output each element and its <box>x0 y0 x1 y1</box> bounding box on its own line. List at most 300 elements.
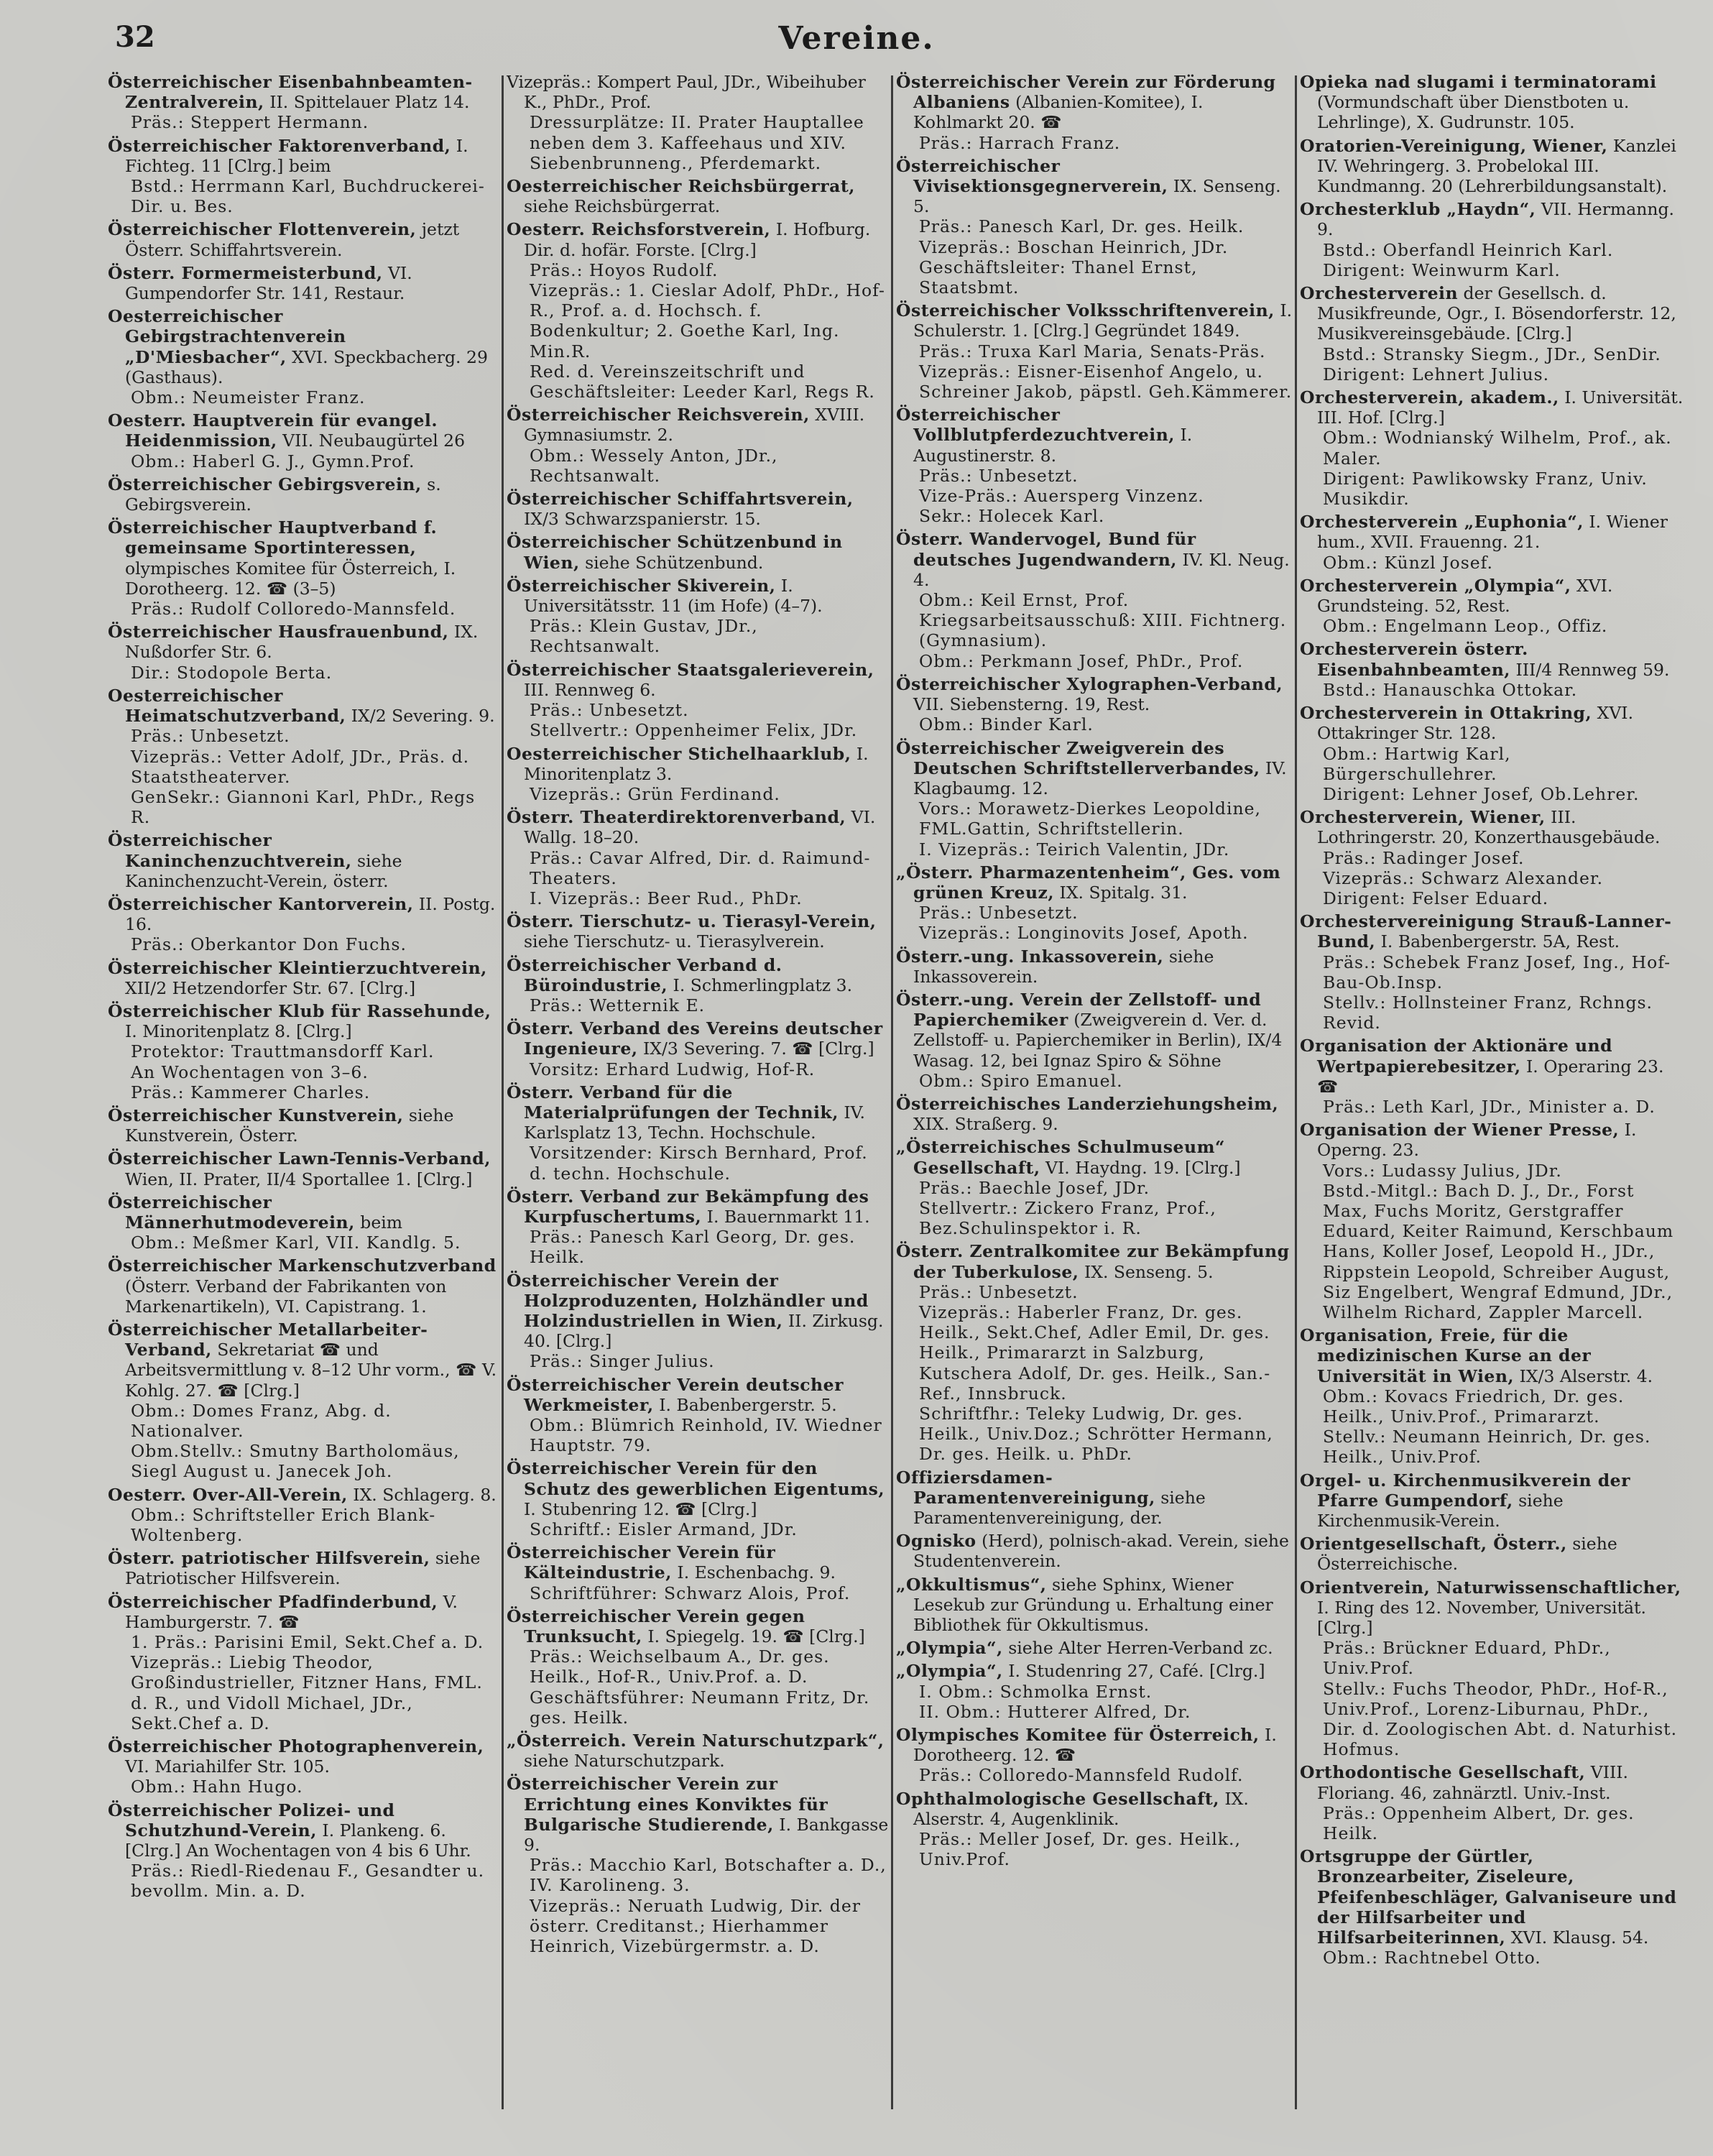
entry-officer-line: 1. Präs.: Parisini Emil, Sekt.Chef a. D. <box>131 1632 484 1653</box>
entry-officer-line: Obm.: Perkmann Josef, PhDr., Prof. <box>919 650 1244 671</box>
entry-name: Oesterr. Over-All-Verein, <box>108 1484 348 1505</box>
directory-entry <box>896 1789 1293 1870</box>
entry-address: siehe Paramentenvereinigung, der. <box>913 1487 1206 1529</box>
directory-entry <box>1300 1577 1684 1760</box>
entry-address: (Vormundschaft über Dienstboten u. Lehrlinge), X. Gudrunstr. 105. <box>1317 92 1630 133</box>
entry-address: XVI. Speckbacherg. 29 (Gasthaus). <box>125 346 488 387</box>
entry-officer-line: Bstd.: Herrmann Karl, Buchdruckerei-Dir. u. Bes. <box>131 176 485 217</box>
entry-name: Österreichischer Vollblutpferdezuchtverein, <box>896 405 1175 446</box>
directory-entry <box>507 1542 889 1603</box>
entry-name: Österr. Verband des Vereins deutscher Ingenieure, <box>507 1018 883 1059</box>
directory-entry <box>1300 639 1684 700</box>
directory-entry <box>1300 1534 1684 1574</box>
column-4 <box>1300 72 1684 2127</box>
entry-officer-line: Obm.: Meßmer Karl, VII. Kandlg. 5. <box>131 1233 461 1253</box>
directory-entry <box>1300 1120 1684 1322</box>
entry-name: Österreichischer Markenschutzverband <box>108 1256 497 1276</box>
entry-officer-line: Vors.: Ludassy Julius, JDr. <box>1323 1160 1562 1181</box>
entry-address: siehe Patriotischer Hilfsverein. <box>125 1548 481 1589</box>
entry-address: IV. Kl. Neug. 4. <box>913 549 1290 590</box>
entry-officer-line: Obm.: Neumeister Franz. <box>131 387 366 408</box>
entry-address: I. Studenring 27, Café. [Clrg.] <box>1002 1661 1265 1682</box>
entry-officer-line: Kriegsarbeitsausschuß: XIII. Fichtnerg. (Gymnasium). <box>919 610 1287 651</box>
entry-officer-line: Präs.: Oppenheim Albert, Dr. ges. Heilk. <box>1323 1802 1635 1844</box>
column-3 <box>896 72 1293 2127</box>
entry-officer-line: Vorsitzender: Kirsch Bernhard, Prof. d. techn. Hochschule. <box>530 1143 868 1184</box>
entry-address: Sekretariat ☎ und Arbeitsvermittlung v. 8–12 Uhr vorm., ☎ V. Kohlg. 27. ☎ [Clrg.] <box>125 1340 497 1401</box>
entry-officer-line: Vizepräs.: Haberler Franz, Dr. ges. Heilk., Sekt.Chef, Adler Emil, Dr. ges. Heilk., Primararzt in Salzburg, Kutschera Adolf, Dr. ges. Heilk., San.-Ref., Innsbruck. <box>919 1302 1271 1404</box>
entry-officer-line: Präs.: Schebek Franz Josef, Ing., Hof-Bau-Ob.Insp. <box>1323 952 1671 992</box>
entry-address: IX. Alserstr. 4, Augenklinik. <box>913 1788 1249 1829</box>
entry-address: (Albanien-Komitee), I. Kohlmarkt 20. ☎ <box>913 92 1204 133</box>
directory-entry <box>896 156 1293 298</box>
entry-address: (Zweigverein d. Ver. d. Zellstoff- u. Papierchemiker in Berlin), IX/4 Wasag. 12, bei Ignaz Spiro & Söhne <box>913 1010 1283 1071</box>
entry-officer-line: An Wochentagen von 3–6. <box>131 1061 369 1082</box>
directory-entry <box>108 1800 499 1902</box>
entry-address: VII. Hermanng. 9. <box>1317 199 1675 240</box>
entry-officer-line: Obm.Stellv.: Smutny Bartholomäus, Siegl August u. Janecek Joh. <box>131 1441 460 1482</box>
entry-name: Österr. Verband für die Materialprüfungen der Technik, <box>507 1082 839 1123</box>
entry-name: Österreichischer Photographenverein, <box>108 1736 484 1757</box>
entry-address: siehe Kirchenmusik-Verein. <box>1317 1490 1564 1531</box>
directory-entry <box>108 1548 499 1588</box>
entry-address: I. Universität. III. Hof. [Clrg.] <box>1317 387 1684 428</box>
entry-name: Opieka nad slugami i terminatorami <box>1300 72 1657 92</box>
entry-name: Österreichischer Verein zur Förderung Albaniens <box>896 72 1276 113</box>
entry-name: Ognisko <box>896 1531 976 1552</box>
entry-name: Orchesterverein österr. Eisenbahnbeamten, <box>1300 639 1528 680</box>
entry-officer-line: Bstd.-Mitgl.: Bach D. J., Dr., Forst Max, Fuchs Moritz, Gerstgraffer Eduard, Keiter Raimund, Kerschbaum Hans, Koller Josef, Leopold H., JDr., Rippstein Leopold, Schreiber August, Siz Engelbert, Wengraf Edmund, JDr., Wilhelm Richard, Zappler Marcell. <box>1323 1180 1674 1322</box>
entry-officer-line: Stellvertr.: Zickero Franz, Prof., Bez.Schulinspektor i. R. <box>919 1197 1216 1239</box>
entry-name: „Okkultismus“, <box>896 1574 1047 1595</box>
directory-entry <box>896 674 1293 735</box>
entry-name: Österreichischer Eisenbahnbeamten-Zentralverein, <box>108 72 473 113</box>
directory-entry <box>1300 387 1684 509</box>
entry-name: Österreichischer Hausfrauenbund, <box>108 622 449 642</box>
entry-address: XVI. Ottakringer Str. 128. <box>1317 703 1634 744</box>
entry-name: Österreichischer Volksschriftenverein, <box>896 300 1275 321</box>
entry-address: V. Hamburgerstr. 7. ☎ <box>125 1591 458 1632</box>
entry-name: Oesterreichischer Reichsbürgerrat, <box>507 176 855 197</box>
directory-entry <box>1300 1846 1684 1968</box>
entry-name: Österr. Formermeisterbund, <box>108 262 383 283</box>
entry-name: Oesterreichischer Stichelhaarklub, <box>507 743 851 764</box>
entry-address: Wien, II. Prater, II/4 Sportallee 1. [Clrg.] <box>125 1169 473 1189</box>
entry-officer-line: Obm.: Künzl Josef. <box>1323 552 1493 573</box>
entry-name: Österreichischer Verein für Kälteindustrie, <box>507 1542 776 1583</box>
entry-address: Kanzlei IV. Wehringerg. 3. Probelokal III. Kundmanng. 20 (Lehrerbildungsanstalt). <box>1317 135 1676 197</box>
directory-entry <box>507 911 889 952</box>
directory-entry <box>507 807 889 908</box>
entry-address: I. Stubenring 12. ☎ [Clrg.] <box>524 1498 757 1519</box>
directory-entry <box>1300 136 1684 197</box>
directory-entry <box>507 1082 889 1184</box>
entry-officer-line: Obm.: Haberl G. J., Gymn.Prof. <box>131 451 415 471</box>
directory-entry <box>1300 576 1684 637</box>
directory-entry <box>108 136 499 217</box>
entry-officer-line: Präs.: Unbesetzt. <box>919 903 1079 923</box>
entry-officer-line: GenSekr.: Giannoni Karl, PhDr., Regs R. <box>131 786 476 828</box>
entry-officer-line: Dirigent: Lehnert Julius. <box>1323 364 1550 384</box>
entry-address: VII. Neubaugürtel 26 <box>277 430 466 451</box>
entry-address: VII. Siebensterng. 19, Rest. <box>913 694 1150 715</box>
entry-name: Österr. patriotischer Hilfsverein, <box>108 1548 430 1569</box>
entry-officer-line: Präs.: Singer Julius. <box>530 1351 715 1372</box>
entry-name: Österreichischer Pfadfinderbund, <box>108 1591 438 1612</box>
column-2 <box>507 72 889 2127</box>
directory-entry <box>108 219 499 259</box>
entry-name: Österreichischer Kleintierzuchtverein, <box>108 957 487 978</box>
entry-address: I. Universitätsstr. 11 (im Hofe) (4–7). <box>524 575 823 617</box>
entry-address: IX/3 Schwarzspanierstr. 15. <box>524 509 761 530</box>
entry-address: beim <box>354 1212 403 1233</box>
directory-entry <box>507 1271 889 1372</box>
entry-name: Österreichisches Landerziehungsheim, <box>896 1093 1279 1114</box>
directory-entry <box>896 862 1293 944</box>
entry-officer-line: Bstd.: Oberfandl Heinrich Karl. <box>1323 239 1614 260</box>
entry-address: I. Dorotheerg. 12. ☎ <box>913 1725 1277 1766</box>
entry-address: XIX. Straßerg. 9. <box>913 1114 1058 1135</box>
directory-entry <box>507 1458 889 1539</box>
entry-name: Österreichischer Hauptverband f. gemeinsame Sportinteressen, <box>108 517 438 558</box>
entry-name: Österreichischer Verein zur Errichtung eines Konviktes für Bulgarische Studierende, <box>507 1774 828 1835</box>
entry-officer-line: Geschäftsführer: Neumann Fritz, Dr. ges. Heilk. <box>530 1687 870 1728</box>
directory-entry <box>1300 703 1684 804</box>
column-rule <box>891 75 893 2109</box>
entry-officer-line: Vizepräs.: Grün Ferdinand. <box>530 783 780 804</box>
entry-name: Österr. Verband zur Bekämpfung des Kurpfuschertums, <box>507 1186 869 1227</box>
entry-officer-line: Präs.: Cavar Alfred, Dir. d. Raimund-Theaters. <box>530 847 871 888</box>
entry-address: IX/3 Severing. 7. ☎ [Clrg.] <box>637 1038 874 1059</box>
entry-address: III. Lothringerstr. 20, Konzerthausgebäude. <box>1317 807 1661 848</box>
entry-address: I. Minoritenplatz 8. [Clrg.] <box>125 1021 352 1042</box>
entry-name: Österr. Zentralkomitee zur Bekämpfung der Tuberkulose, <box>896 1241 1290 1282</box>
directory-entry <box>507 660 889 741</box>
entry-address: (Herd), polnisch-akad. Verein, siehe Studentenverein. <box>913 1531 1289 1572</box>
entry-officer-line: Vorsitz: Erhard Ludwig, Hof-R. <box>530 1059 816 1079</box>
entry-name: „Österreichisches Schulmuseum“ Gesellschaft, <box>896 1137 1225 1178</box>
entry-officer-line: Präs.: Weichselbaum A., Dr. ges. Heilk., Hof-R., Univ.Prof. a. D. <box>530 1646 830 1687</box>
entry-officer-line: Bstd.: Hanauschka Ottokar. <box>1323 679 1578 700</box>
entry-name: Oesterreichischer Heimatschutzverband, <box>108 685 346 727</box>
entry-name: Österreichischer Verein gegen Trunksucht, <box>507 1606 805 1647</box>
entry-address: II. Zirkusg. 40. [Clrg.] <box>524 1310 884 1352</box>
entry-address: I. Ring des 12. November, Universität. [Clrg.] <box>1317 1597 1646 1639</box>
entry-officer-line: Präs.: Panesch Karl Georg, Dr. ges. Heilk. <box>530 1227 856 1268</box>
directory-entry <box>108 830 499 891</box>
entry-address: siehe Inkassoverein. <box>913 946 1214 987</box>
entry-address: I. Eschenbachg. 9. <box>671 1562 836 1583</box>
page-number: 32 <box>115 20 155 54</box>
entry-name: Orchesterverein „Euphonia“, <box>1300 512 1584 533</box>
directory-entry <box>507 489 889 529</box>
entry-officer-line: Präs.: Unbesetzt. <box>919 465 1079 486</box>
entry-address: IX/3 Alserstr. 4. <box>1514 1365 1653 1386</box>
entry-name: Offiziersdamen-Paramentenvereinigung, <box>896 1467 1155 1508</box>
entry-officer-line: Präs.: Unbesetzt. <box>131 726 290 747</box>
entry-name: Österreichischer Kantorverein, <box>108 893 414 914</box>
entry-address: I. Bauernmarkt 11. <box>701 1206 870 1227</box>
entry-officer-line: Obm.: Hahn Hugo. <box>131 1777 303 1797</box>
entry-officer-line: Präs.: Leth Karl, JDr., Minister a. D. <box>1323 1096 1656 1117</box>
directory-entry <box>896 529 1293 671</box>
entry-name: Österreichischer Verein für den Schutz des gewerblichen Eigentums, <box>507 1458 885 1499</box>
directory-entry <box>896 300 1293 402</box>
entry-officer-line: Bstd.: Stransky Siegm., JDr., SenDir. <box>1323 344 1661 364</box>
directory-entry <box>896 1094 1293 1134</box>
directory-entry <box>108 1192 499 1253</box>
directory-entry <box>896 1638 1293 1658</box>
entry-officer-line: Präs.: Colloredo-Mannsfeld Rudolf. <box>919 1765 1244 1786</box>
entry-name: Österr.-ung. Inkassoverein, <box>896 946 1164 967</box>
entry-address: I. Operng. 23. <box>1317 1120 1637 1161</box>
entry-address: I. Schulerstr. 1. [Clrg.] Gegründet 1849. <box>913 300 1293 341</box>
directory-entry <box>1300 1036 1684 1117</box>
entry-name: Ortsgruppe der Gürtler, Bronzearbeiter, Ziseleure, Pfeifenbeschläger, Galvaniseure und der Hilfsarbeiter und Hilfsarbeiterinnen, <box>1300 1846 1677 1948</box>
entry-name: Orientgesellschaft, Österr., <box>1300 1534 1567 1554</box>
directory-entry <box>1300 807 1684 908</box>
entry-address: siehe Sphinx, Wiener Lesekub zur Gründung u. Erhaltung einer Bibliothek für Okkultismus. <box>913 1574 1273 1636</box>
entry-officer-line: Stellv.: Hollnsteiner Franz, Rchngs. Revid. <box>1323 992 1653 1033</box>
directory-entry <box>507 1018 889 1079</box>
entry-address: IX/2 Severing. 9. <box>346 706 495 727</box>
directory-entry <box>108 1319 499 1482</box>
entry-name: Österreichischer Gebirgsverein, <box>108 474 422 494</box>
entry-officer-line: Stellv.: Neumann Heinrich, Dr. ges. Heilk., Univ.Prof. <box>1323 1427 1651 1468</box>
directory-entry <box>108 410 499 471</box>
entry-address: IX. Senseng. 5. <box>913 176 1281 217</box>
entry-officer-line: Präs.: Unbesetzt. <box>919 1281 1079 1302</box>
entry-address: II. Postg. 16. <box>125 893 496 935</box>
entry-officer-line: I. Vizepräs.: Teirich Valentin, JDr. <box>919 839 1230 860</box>
entry-address: XII/2 Hetzendorfer Str. 67. [Clrg.] <box>125 977 416 998</box>
directory-entry <box>896 1531 1293 1571</box>
entry-name: Oesterreichischer Gebirgstrachtenverein „D'Miesbacher“, <box>108 306 346 367</box>
entry-officer-line: Präs.: Unbesetzt. <box>530 700 689 721</box>
entry-address: I. Wiener hum., XVII. Frauenng. 21. <box>1317 512 1668 553</box>
entry-name: Orthodontische Gesellschaft, <box>1300 1762 1586 1783</box>
entry-address: I. Babenbergerstr. 5. <box>653 1394 837 1415</box>
directory-entry <box>507 405 889 486</box>
entry-name: Österreichischer Skiverein, <box>507 575 776 596</box>
directory-entry <box>507 955 889 1016</box>
entry-officer-line: Dirigent: Felser Eduard. <box>1323 888 1549 908</box>
entry-address: VI. Gumpendorfer Str. 141, Restaur. <box>125 262 412 304</box>
directory-entry <box>507 176 889 216</box>
directory-entry <box>108 958 499 998</box>
entry-address: XVI. Klausg. 54. <box>1505 1927 1649 1948</box>
entry-address: siehe Kaninchenzucht-Verein, österr. <box>125 850 402 891</box>
entry-name: Österreichischer Männerhutmodeverein, <box>108 1192 355 1233</box>
entry-name: Ophthalmologische Gesellschaft, <box>896 1788 1219 1809</box>
entry-officer-line: Vize-Präs.: Auersperg Vinzenz. <box>919 486 1204 507</box>
entry-address: I. Minoritenplatz 3. <box>524 743 869 784</box>
directory-entry <box>896 946 1293 987</box>
entry-address: III. Rennweg 6. <box>524 679 656 700</box>
entry-address: jetzt Österr. Schiffahrtsverein. <box>125 219 460 260</box>
entry-address: IX. Nußdorfer Str. 6. <box>125 622 479 663</box>
entry-address: III/4 Rennweg 59. <box>1510 659 1670 680</box>
entry-name: Orchesterverein, Wiener, <box>1300 807 1546 828</box>
entry-address: I. Schmerlingplatz 3. <box>668 975 853 995</box>
directory-entry <box>1300 911 1684 1033</box>
entry-officer-line: Obm.: Keil Ernst, Prof. <box>919 590 1130 611</box>
entry-name: Österreichischer Lawn-Tennis-Verband, <box>108 1148 491 1169</box>
directory-entry <box>507 744 889 805</box>
directory-entry <box>507 1375 889 1456</box>
running-head: Vereine. <box>778 20 935 57</box>
directory-entry <box>108 1485 499 1546</box>
column-rule <box>502 75 504 2109</box>
entry-address: s. Gebirgsverein. <box>125 474 441 515</box>
entry-officer-line: Vizepräs.: Vetter Adolf, JDr., Präs. d. Staatstheaterver. <box>131 746 470 787</box>
entry-officer-line: Vizepräs.: Longinovits Josef, Apoth. <box>919 923 1249 944</box>
entry-officer-line: Dirigent: Lehner Josef, Ob.Lehrer. <box>1323 783 1640 804</box>
entry-officer-line: Präs.: Baechle Josef, JDr. <box>919 1177 1150 1198</box>
entry-officer-line: Obm.: Engelmann Leop., Offiz. <box>1323 616 1608 637</box>
entry-name: „Olympia“, <box>896 1638 1003 1659</box>
entry-address: VI. Mariahilfer Str. 105. <box>125 1756 330 1777</box>
entry-name: Orgel- u. Kirchenmusikverein der Pfarre Gumpendorf, <box>1300 1470 1630 1511</box>
entry-address: siehe Kunstverein, Österr. <box>125 1105 454 1146</box>
entry-name: Österreichischer Xylographen-Verband, <box>896 673 1283 694</box>
entry-officer-line: Red. d. Vereinszeitschrift und Geschäftsleiter: Leeder Karl, Regs R. <box>530 361 875 402</box>
entry-officer-line: Vizepräs.: Schwarz Alexander. <box>1323 867 1604 888</box>
entry-officer-line: Obm.: Wessely Anton, JDr., Rechtsanwalt. <box>530 445 778 486</box>
directory-entry <box>507 72 889 173</box>
entry-officer-line: Vors.: Morawetz-Dierkes Leopoldine, FML.Gattin, Schriftstellerin. <box>919 798 1261 839</box>
entry-officer-line: Obm.: Spiro Emanuel. <box>919 1070 1123 1091</box>
entry-address: I. Operaring 23. ☎ <box>1317 1056 1664 1097</box>
directory-entry <box>896 1661 1293 1722</box>
entry-name: Österreichischer Verein deutscher Werkmeister, <box>507 1374 844 1415</box>
directory-entry <box>1300 1470 1684 1531</box>
entry-address: siehe Österreichische. <box>1317 1534 1617 1575</box>
directory-entry <box>108 894 499 955</box>
directory-entry <box>507 1774 889 1956</box>
entry-officer-line: Obm.: Binder Karl. <box>919 714 1094 735</box>
entry-address: II. Spittelauer Platz 14. <box>264 92 470 113</box>
directory-entry <box>507 532 889 572</box>
directory-entry <box>896 1137 1293 1238</box>
entry-officer-line: Präs.: Truxa Karl Maria, Senats-Präs. <box>919 341 1266 361</box>
directory-entry <box>507 1731 889 1771</box>
directory-entry <box>896 990 1293 1091</box>
entry-officer-line: Präs.: Oberkantor Don Fuchs. <box>131 934 407 955</box>
entry-address: (Österr. Verband der Fabrikanten von Markenartikeln), VI. Capistrang. 1. <box>125 1276 447 1317</box>
directory-entry <box>896 1241 1293 1464</box>
entry-address: I. Augustinerstr. 8. <box>913 425 1193 466</box>
entry-address: I. Babenbergerstr. 5A, Rest. <box>1375 931 1620 952</box>
directory-entry <box>108 1001 499 1102</box>
entry-officer-line: Dirigent: Pawlikowsky Franz, Univ. Musikdir. <box>1323 468 1648 510</box>
entry-officer-line: Präs.: Klein Gustav, JDr., Rechtsanwalt. <box>530 616 758 657</box>
directory-entry <box>896 1468 1293 1529</box>
entry-officer-line: Präs.: Rudolf Colloredo-Mannsfeld. <box>131 599 456 619</box>
entry-name: Österreichischer Reichsverein, <box>507 405 810 425</box>
entry-officer-line: Obm.: Schriftsteller Erich Blank-Woltenberg. <box>131 1504 436 1546</box>
entry-officer-line: Dirigent: Weinwurm Karl. <box>1323 259 1561 280</box>
entry-officer-line: Schriftführer: Schwarz Alois, Prof. <box>530 1583 851 1603</box>
entry-officer-line: Obm.: Hartwig Karl, Bürgerschullehrer. <box>1323 743 1511 784</box>
entry-officer-line: Vizepräs.: Liebig Theodor, Großindustrieller, Fitzner Hans, FML. d. R., und Vidoll Michael, JDr., Sekt.Chef a. D. <box>131 1652 483 1733</box>
entry-officer-line: Präs.: Radinger Josef. <box>1323 847 1525 868</box>
entry-officer-line: Stellv.: Fuchs Theodor, PhDr., Hof-R., Univ.Prof., Lorenz-Liburnau, PhDr., Dir. d. Zoologischen Abt. d. Naturhist. Hofmus. <box>1323 1678 1678 1760</box>
entry-address: XVIII. Gymnasiumstr. 2. <box>524 405 865 446</box>
directory-entry <box>108 622 499 683</box>
entry-name: Österr. Tierschutz- u. Tierasyl-Verein, <box>507 911 877 932</box>
entry-officer-line: Obm.: Blümrich Reinhold, IV. Wiedner Hauptstr. 79. <box>530 1415 882 1456</box>
entry-name: Österreichischer Verband d. Büroindustrie, <box>507 954 782 995</box>
directory-entry <box>108 517 499 619</box>
directory-entry <box>1300 283 1684 384</box>
entry-address: der Gesellsch. d. Musikfreunde, Ogr., I. Bösendorferstr. 12, Musikvereinsgebäude. [Clrg.] <box>1317 283 1676 344</box>
directory-entry <box>108 263 499 303</box>
directory-entry <box>1300 72 1684 133</box>
directory-entry <box>507 1606 889 1728</box>
entry-name: Österr.-ung. Verein der Zellstoff- und Papierchemiker <box>896 989 1262 1031</box>
page-header <box>0 20 1713 63</box>
entry-officer-line: Obm.: Kovacs Friedrich, Dr. ges. Heilk., Univ.Prof., Primararzt. <box>1323 1386 1625 1427</box>
entry-name: Österreichischer Kaninchenzuchtverein, <box>108 830 352 871</box>
entry-officer-line: Dressurplätze: II. Prater Hauptallee neben dem 3. Kaffeehaus und XIV. Siebenbrunneng., Pferdemarkt. <box>530 112 864 173</box>
directory-entry <box>108 72 499 133</box>
entry-officer-line: I. Obm.: Schmolka Ernst. <box>919 1681 1153 1702</box>
directory-entry <box>1300 1325 1684 1467</box>
entry-officer-line: Präs.: Riedl-Riedenau F., Gesandter u. bevollm. Min. a. D. <box>131 1861 485 1902</box>
directory-entry <box>108 1105 499 1146</box>
entry-address: Vizepräs.: Kompert Paul, JDr., Wibeihuber K., PhDr., Prof. <box>507 72 866 113</box>
entry-address: I. Spiegelg. 19. ☎ [Clrg.] <box>642 1626 865 1647</box>
entry-name: „Österreich. Verein Naturschutzpark“, <box>507 1731 885 1751</box>
entry-name: Österreichischer Polizei- und Schutzhund-Verein, <box>108 1800 395 1841</box>
entry-officer-line: Schriftfhr.: Teleky Ludwig, Dr. ges. Heilk., Univ.Doz.; Schrötter Hermann, Dr. ges. Heilk. u. PhDr. <box>919 1404 1273 1465</box>
entry-name: Orchesterklub „Haydn“, <box>1300 199 1536 220</box>
column-1 <box>108 72 499 2127</box>
entry-officer-line: Vizepräs.: Boschan Heinrich, JDr. <box>919 236 1229 257</box>
entry-officer-line: Vizepräs.: Neruath Ludwig, Dir. der österr. Creditanst.; Hierhammer Heinrich, Vizebürgermstr. a. D. <box>530 1895 861 1957</box>
entry-officer-line: Schriftf.: Eisler Armand, JDr. <box>530 1519 798 1540</box>
directory-entry <box>1300 1762 1684 1843</box>
entry-name: Österreichischer Zweigverein des Deutschen Schriftstellerverbandes, <box>896 737 1260 778</box>
entry-name: Orchesterverein, akadem., <box>1300 387 1559 408</box>
entry-address: IX. Senseng. 5. <box>1079 1261 1214 1282</box>
entry-name: Orchestervereinigung Strauß-Lanner-Bund, <box>1300 911 1672 952</box>
entry-officer-line: Protektor: Trauttmansdorff Karl. <box>131 1041 435 1062</box>
entry-address: IV. Klagbaumg. 12. <box>913 757 1287 798</box>
entry-address: VI. Haydng. 19. [Clrg.] <box>1040 1157 1241 1178</box>
directory-entry <box>896 72 1293 153</box>
entry-address: olympisches Komitee für Österreich, I. Dorotheerg. 12. ☎ (3–5) <box>125 558 456 599</box>
directory-entry <box>896 1575 1293 1636</box>
entry-name: „Olympia“, <box>896 1661 1003 1682</box>
entry-address: siehe Tierschutz- u. Tierasylverein. <box>524 931 825 952</box>
entry-name: Oesterr. Reichsforstverein, <box>507 219 771 240</box>
entry-officer-line: Obm.: Domes Franz, Abg. d. Nationalver. <box>131 1400 392 1441</box>
entry-address: siehe Schützenbund. <box>579 552 764 573</box>
entry-name: Oesterr. Hauptverein für evangel. Heidenmission, <box>108 410 438 451</box>
entry-address: I. Fichteg. 11 [Clrg.] beim <box>125 135 468 176</box>
directory-entry <box>108 686 499 827</box>
entry-name: Österreichischer Vivisektionsgegnerverein, <box>896 155 1168 197</box>
entry-officer-line: Präs.: Harrach Franz. <box>919 132 1121 153</box>
entry-officer-line: Geschäftsleiter: Thanel Ernst, Staatsbmt. <box>919 257 1198 298</box>
directory-entry <box>108 1592 499 1733</box>
directory-entry <box>108 1148 499 1189</box>
entry-officer-line: I. Vizepräs.: Beer Rud., PhDr. <box>530 888 803 908</box>
directory-entry <box>1300 199 1684 280</box>
entry-address: I. Hofburg. Dir. d. hofär. Forste. [Clrg.] <box>524 219 871 260</box>
